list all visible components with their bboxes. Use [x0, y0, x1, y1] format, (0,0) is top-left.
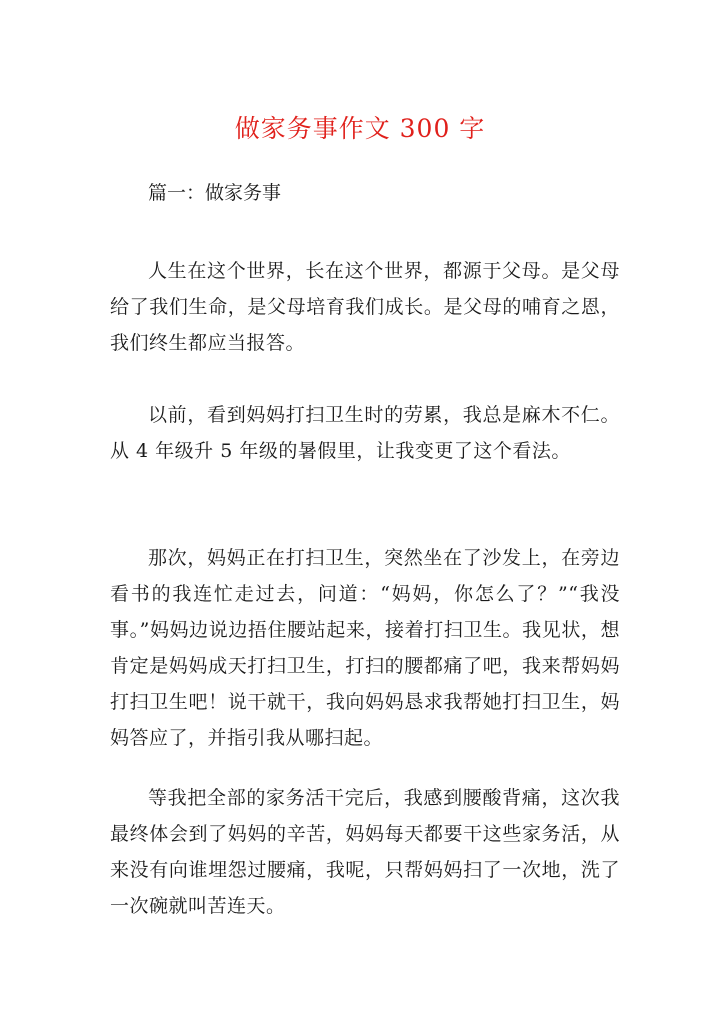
paragraph-4: 等我把全部的家务活干完后，我感到腰酸背痛，这次我最终体会到了妈妈的辛苦，妈妈每天都要干这些家务活，从来没有向谁埋怨过腰痛，我呢，只帮妈妈扫了一次地，洗了一次碗就叫苦连天。	[110, 787, 620, 917]
document-title: 做家务事作文 300 字	[234, 114, 486, 143]
paragraph-2: 以前，看到妈妈打扫卫生时的劳累，我总是麻木不仁。从 4 年级升 5 年级的暑假里，让我变更了这个看法。	[110, 404, 620, 462]
section-heading: 篇一：做家务事	[148, 182, 282, 204]
paragraph-3: 那次，妈妈正在打扫卫生，突然坐在了沙发上，在旁边看书的我连忙走过去，问道：“妈妈，你怎么了？”“我没事。”妈妈边说边捂住腰站起来，接着打扫卫生。我见状，想肯定是妈妈成天打扫卫生，打扫的腰都痛了吧，我来帮妈妈打扫卫生吧！说干就干，我向妈妈恳求我帮她打扫卫生，妈妈答应了，并指引我从哪扫起。	[110, 547, 620, 749]
paragraph-1: 人生在这个世界，长在这个世界，都源于父母。是父母给了我们生命，是父母培育我们成长。是父母的哺育之恩，我们终生都应当报答。	[110, 260, 620, 354]
